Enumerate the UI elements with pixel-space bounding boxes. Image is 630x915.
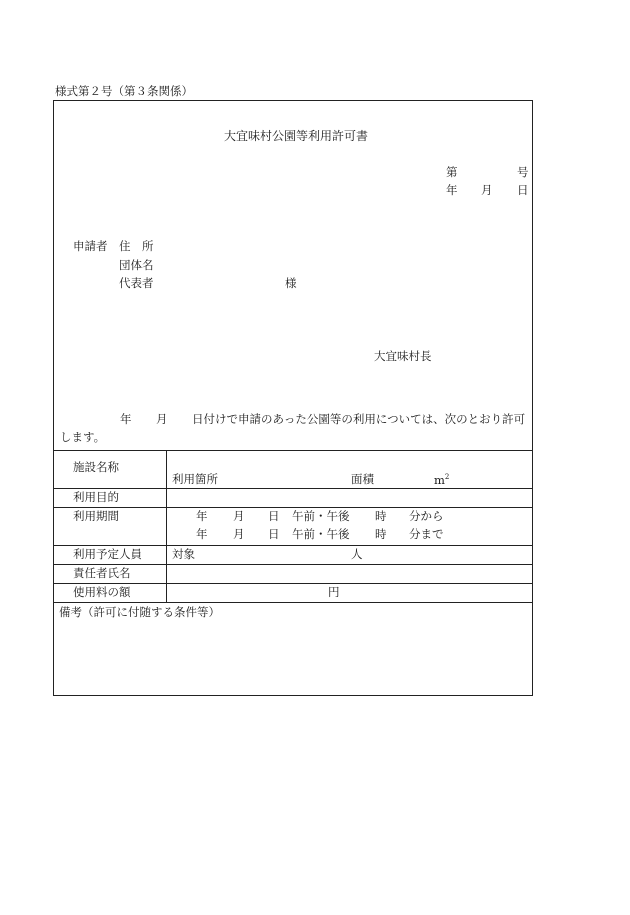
fee-unit: 円 xyxy=(328,585,340,599)
table-rule xyxy=(53,507,533,508)
number-prefix: 第 xyxy=(446,165,458,179)
remarks-label: 備考（許可に付随する条件等） xyxy=(59,605,220,619)
fee-label: 使用料の額 xyxy=(73,585,131,599)
date-year: 年 xyxy=(446,183,458,197)
body-month: 月 xyxy=(156,412,168,426)
table-rule xyxy=(53,564,533,565)
address-label: 住 所 xyxy=(119,239,154,253)
period-from-day: 日 xyxy=(268,509,280,523)
period-to-ampm: 午前・午後 xyxy=(292,527,350,541)
period-from-year: 年 xyxy=(196,509,208,523)
facility-name-label: 施設名称 xyxy=(73,460,119,474)
table-rule xyxy=(53,545,533,546)
people-label: 利用予定人員 xyxy=(73,547,142,561)
period-from-month: 月 xyxy=(233,509,245,523)
table-rule xyxy=(53,583,533,584)
date-day: 日 xyxy=(517,183,529,197)
period-from-ampm: 午前・午後 xyxy=(292,509,350,523)
target-label: 対象 xyxy=(172,547,195,561)
purpose-label: 利用目的 xyxy=(73,490,119,504)
body-year: 年 xyxy=(120,412,132,426)
period-to-month: 月 xyxy=(233,527,245,541)
form-number: 様式第２号（第３条関係） xyxy=(55,84,193,98)
period-to-year: 年 xyxy=(196,527,208,541)
number-suffix: 号 xyxy=(517,165,529,179)
period-to-hour: 時 xyxy=(375,527,387,541)
organization-label: 団体名 xyxy=(119,258,154,272)
document-title: 大宜味村公園等利用許可書 xyxy=(224,129,369,143)
area-unit-base: m xyxy=(434,472,445,487)
period-to-day: 日 xyxy=(268,527,280,541)
responsible-label: 責任者氏名 xyxy=(73,566,131,580)
period-to-end: 分まで xyxy=(409,527,444,541)
people-unit: 人 xyxy=(351,547,363,561)
area-unit-exponent: 2 xyxy=(444,473,450,481)
area-label: 面積 xyxy=(351,472,374,486)
body-text-line2: します。 xyxy=(60,430,106,444)
table-rule xyxy=(53,450,533,451)
issuer: 大宜味村長 xyxy=(374,349,432,363)
applicant-heading: 申請者 xyxy=(73,239,108,253)
date-month: 月 xyxy=(481,183,493,197)
table-rule xyxy=(53,602,533,603)
period-label: 利用期間 xyxy=(73,509,119,523)
table-column-divider xyxy=(166,450,167,602)
location-label: 利用箇所 xyxy=(172,472,218,486)
body-text-line1: 日付けで申請のあった公園等の利用については、次のとおり許可 xyxy=(192,412,526,426)
representative-label: 代表者 xyxy=(119,276,154,290)
honorific: 様 xyxy=(285,276,297,290)
period-from-end: 分から xyxy=(409,509,444,523)
area-unit xyxy=(434,474,449,486)
period-from-hour: 時 xyxy=(375,509,387,523)
table-rule xyxy=(53,488,533,489)
